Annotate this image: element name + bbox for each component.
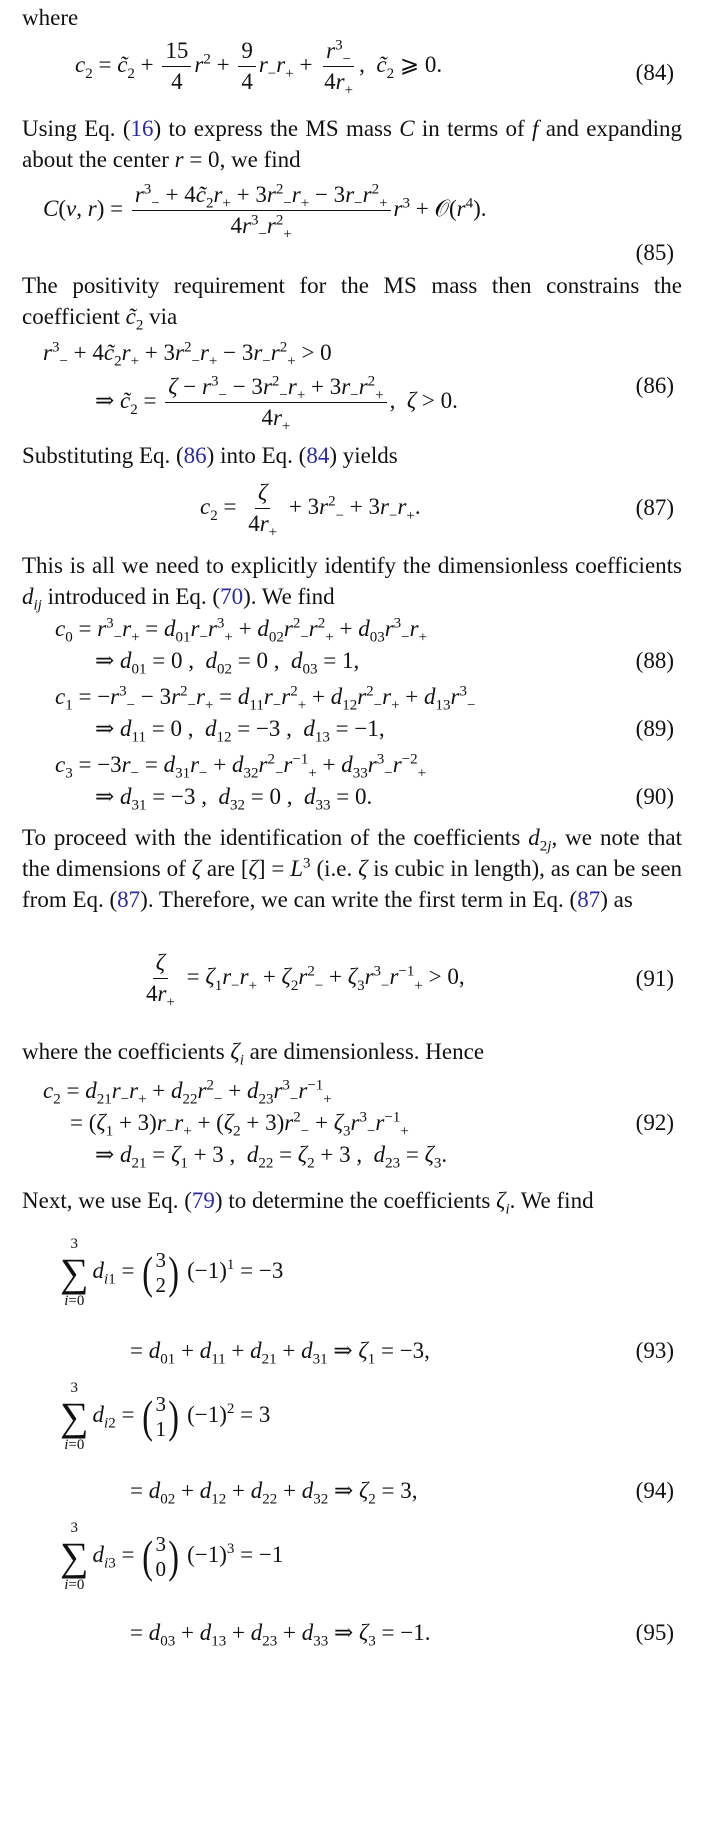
equation-92-line1: $c_2 = d_{21}r_-r_+ + d_{22}r^2_- + d_{23}r^3_-r^{-1}_+$ — [43, 1077, 332, 1108]
eq-number-86: (86) — [635, 373, 674, 398]
equation-95-line2: = $d_{03} + d_{13} + d_{23} + d_{33}$ ⇒ $\zeta_3 = -1$. — [130, 1620, 431, 1650]
ref-70[interactable]: 70 — [220, 584, 244, 609]
ref-87-b[interactable]: 87 — [577, 887, 601, 912]
text-where: where — [22, 5, 79, 30]
ref-87-a[interactable]: 87 — [117, 887, 141, 912]
paragraph-where-coefficients: where the coefficients $\zeta_i$ are dimensionless. Hence — [22, 1039, 485, 1069]
paragraph-next: Next, we use Eq. (79) to determine the coefficients $\zeta_i$. We find — [22, 1188, 594, 1218]
paragraph-this-is-all: This is all we need to explicitly identify the dimensionless coefficients $d_{ij}$ introduced in Eq. (70). We find — [22, 553, 682, 614]
eq-number-91: (91) — [635, 966, 674, 991]
equation-84: $c_2$ = $c̃_2$ + $\frac{15}{4}$ $r^2$ + $\frac{9}{4}$ $r_-r_+$ + $\frac{r^3_-}{4r_+}$ , $c̃_2$ ⩾ 0. — [75, 37, 443, 100]
equation-93-line1: 3 ∑ i=0 $d_{i1}$ = ( 3 2 ) $(-1)^1 = -3$ — [60, 1236, 284, 1309]
paragraph-proceed: To proceed with the identification of the coefficients $d_{2j}$, we note that the dimensions of ζ are $[\zeta] = L^3$ (i.e. ζ is cubic in length), as can be seen from Eq. (87). Therefore, we can write the first term in Eq. (87) as — [22, 825, 683, 912]
equation-88-line1: $c_0 = r^3_-r_+ = d_{01}r_-r^3_+ + d_{02}r^2_-r^2_+ + d_{03}r^3_-r_+$ — [55, 615, 428, 646]
eq-number-87: (87) — [635, 495, 674, 520]
eq-number-85: (85) — [635, 240, 674, 265]
eq-number-92: (92) — [635, 1110, 674, 1135]
paragraph-substituting: Substituting Eq. (86) into Eq. (84) yields — [22, 443, 398, 468]
equation-86-line1: $r^3_-$ + $4c̃_2r_+ + 3r^2_-r_+ - 3r_-r^2_+ > 0$ — [43, 339, 332, 370]
ref-86[interactable]: 86 — [183, 443, 207, 468]
equation-92-line2: = $(\zeta_1 + 3)r_-r_+ + (\zeta_2 + 3)r^2_- + \zeta_3r^3_-r^{-1}_+$ — [70, 1109, 409, 1140]
eq-number-95: (95) — [635, 1620, 674, 1645]
equation-91: $\frac{\zeta}{4r_+}$ = $\zeta_1r_-r_+ + \zeta_2r^2_- + \zeta_3r^3_-r^{-1}_+ > 0$, — [146, 950, 465, 1012]
eq-number-84: (84) — [635, 60, 674, 85]
eq-number-88: (88) — [635, 648, 674, 673]
equation-89-line1: $c_1 = -r^3_- - 3r^2_-r_+ = d_{11}r_-r^2_+ + d_{12}r^2_-r_+ + d_{13}r^3_-$ — [55, 683, 476, 714]
equation-93-line2: = $d_{01} + d_{11} + d_{21} + d_{31}$ ⇒ $\zeta_1 = -3$, — [130, 1338, 430, 1368]
eq-number-89: (89) — [635, 716, 674, 741]
ref-79[interactable]: 79 — [191, 1188, 215, 1213]
equation-89-line2: ⇒ $d_{11} = 0$ , $d_{12} = -3$ , $d_{13} = -1$, — [95, 716, 385, 746]
equation-88-line2: ⇒ $d_{01} = 0$ , $d_{02} = 0$ , $d_{03} = 1$, — [95, 648, 360, 678]
equation-86-line2: ⇒ $c̃_2$ = $\frac{\zeta - r^3_- - 3r^2_-r_+ + 3r_-r^2_+}{4r_+}$ , ζ > 0. — [95, 373, 458, 436]
eq-number-93: (93) — [635, 1338, 674, 1363]
equation-87: $c_2$ = $\frac{\zeta}{4r_+}$ + $3r^2_- + 3r_-r_+$. — [200, 480, 421, 542]
equation-90-line2: ⇒ $d_{31} = -3$ , $d_{32} = 0$ , $d_{33} = 0$. — [95, 784, 373, 814]
equation-90-line1: $c_3 = -3r_- = d_{31}r_- + d_{32}r^2_-r^{-1}_+ + d_{33}r^3_-r^{-2}_+$ — [55, 751, 427, 782]
equation-94-line1: 3 ∑ i=0 $d_{i2}$ = ( 3 1 ) $(-1)^2 = 3$ — [60, 1380, 271, 1453]
eq-number-90: (90) — [635, 784, 674, 809]
ref-16[interactable]: 16 — [130, 116, 154, 141]
paragraph-using: Using Eq. (16) to express the MS mass C in terms of f and expanding about the center r = 0, we find — [22, 116, 683, 172]
equation-95-line1: 3 ∑ i=0 $d_{i3}$ = ( 3 0 ) $(-1)^3 = -1$ — [60, 1520, 284, 1593]
equation-85: C(v, r) = $\frac{r^3_- + 4c̃_2r_+ + 3r^2_-r_+ - 3r_-r^2_+}{4r^3_-r^2_+}$ $r^3$ + $𝒪(r^4)$. — [43, 181, 487, 244]
equation-92-line3: ⇒ $d_{21} = \zeta_1 + 3$ , $d_{22} = \zeta_2 + 3$ , $d_{23} = \zeta_3$. — [95, 1142, 448, 1172]
paragraph-positivity: The positivity requirement for the MS mass then constrains the coefficient $c̃_2$ via — [22, 273, 682, 334]
eq-number-94: (94) — [635, 1478, 674, 1503]
equation-94-line2: = $d_{02} + d_{12} + d_{22} + d_{32}$ ⇒ $\zeta_2 = 3$, — [130, 1478, 418, 1508]
ref-84[interactable]: 84 — [306, 443, 330, 468]
